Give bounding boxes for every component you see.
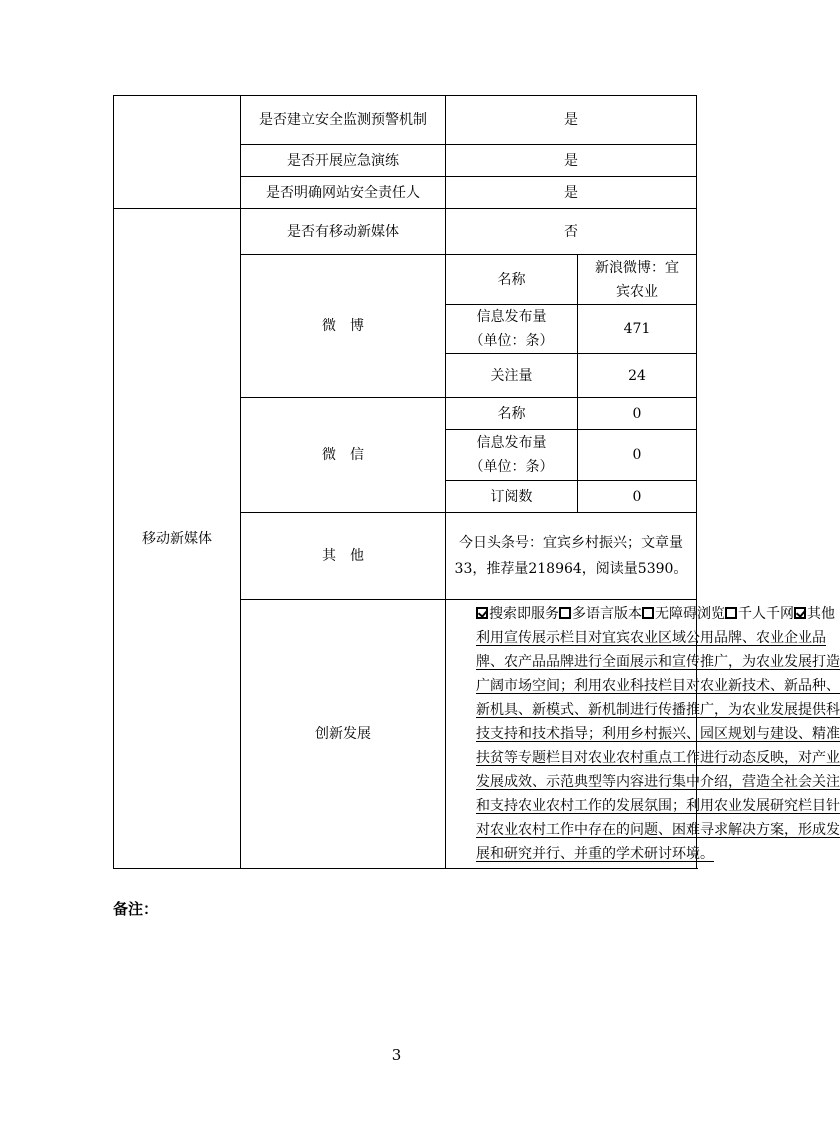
other-label: 其 他 — [241, 513, 446, 600]
table-row — [114, 209, 697, 255]
option-accessibility[interactable]: 无障碍浏览 — [642, 606, 725, 622]
security-label: 是否明确网站安全责任人 — [241, 177, 446, 209]
innovation-text-line: 扶贫等专题栏目对农业农村重点工作进行动态反映，对产业 — [476, 750, 840, 766]
wechat-name-label: 名称 — [446, 398, 578, 430]
innovation-section-label: 创新发展 — [241, 600, 446, 869]
innovation-text-line: 发展成效、示范典型等内容进行集中介绍，营造全社会关注 — [476, 774, 840, 790]
weibo-followers-label: 关注量 — [446, 354, 578, 398]
weibo-posts-value: 471 — [578, 305, 697, 354]
option-other[interactable]: 其他 — [794, 606, 835, 622]
security-value: 是 — [446, 177, 697, 209]
option-search-service[interactable]: 搜索即服务 — [476, 606, 559, 622]
option-personalized[interactable]: 千人千网 — [725, 606, 794, 622]
drill-value: 是 — [446, 145, 697, 177]
security-section-cell — [114, 96, 241, 209]
innovation-options — [476, 602, 835, 626]
weibo-name-label: 名称 — [446, 255, 578, 305]
wechat-subs-label: 订阅数 — [446, 481, 578, 513]
drill-label: 是否开展应急演练 — [241, 145, 446, 177]
innovation-content — [446, 600, 840, 869]
innovation-text-line: 新机具、新模式、新机制进行传播推广，为农业发展提供科 — [476, 702, 840, 718]
checkbox-checked-icon[interactable] — [476, 607, 488, 619]
checkbox-unchecked-icon[interactable] — [725, 607, 737, 619]
note-label: 备注： — [113, 900, 159, 918]
innovation-text-line: 利用宣传展示栏目对宜宾农业区域公用品牌、农业企业品 — [476, 630, 826, 646]
mobile-section-label: 移动新媒体 — [114, 209, 241, 869]
weibo-posts-label: 信息发布量（单位：条） — [446, 305, 578, 354]
page-number: 3 — [391, 1046, 402, 1064]
wechat-posts-label: 信息发布量（单位：条） — [446, 430, 578, 481]
innovation-text-line: 技支持和技术指导；利用乡村振兴、园区规划与建设、精准 — [476, 726, 840, 742]
innovation-text-line: 和支持农业农村工作的发展氛围；利用农业发展研究栏目针 — [476, 798, 840, 814]
weibo-name-value: 新浪微博：宜宾农业 — [578, 255, 697, 305]
wechat-label: 微 信 — [241, 398, 446, 513]
innovation-text-line: 对农业农村工作中存在的问题、困难寻求解决方案，形成发 — [476, 822, 840, 838]
checkbox-unchecked-icon[interactable] — [642, 607, 654, 619]
has-mobile-label: 是否有移动新媒体 — [241, 209, 446, 255]
checkbox-unchecked-icon[interactable] — [559, 607, 571, 619]
innovation-text-line: 展和研究并行、并重的学术研讨环境。 — [476, 846, 714, 862]
innovation-text-line: 广阔市场空间；利用农业科技栏目对农业新技术、新品种、 — [476, 678, 840, 694]
option-multilingual[interactable]: 多语言版本 — [559, 606, 642, 622]
checkbox-checked-icon[interactable] — [794, 607, 806, 619]
wechat-name-value: 0 — [578, 398, 697, 430]
other-value: 今日头条号：宜宾乡村振兴；文章量33，推荐量218964，阅读量5390。 — [446, 513, 697, 600]
weibo-label: 微 博 — [241, 255, 446, 398]
monitoring-value: 是 — [446, 96, 697, 145]
has-mobile-value: 否 — [446, 209, 697, 255]
report-table — [113, 95, 840, 869]
innovation-text-line: 牌、农产品品牌进行全面展示和宣传推广，为农业发展打造 — [476, 654, 840, 670]
table-row — [114, 96, 697, 145]
weibo-followers-value: 24 — [578, 354, 697, 398]
monitoring-label: 是否建立安全监测预警机制 — [241, 96, 446, 145]
wechat-subs-value: 0 — [578, 481, 697, 513]
wechat-posts-value: 0 — [578, 430, 697, 481]
